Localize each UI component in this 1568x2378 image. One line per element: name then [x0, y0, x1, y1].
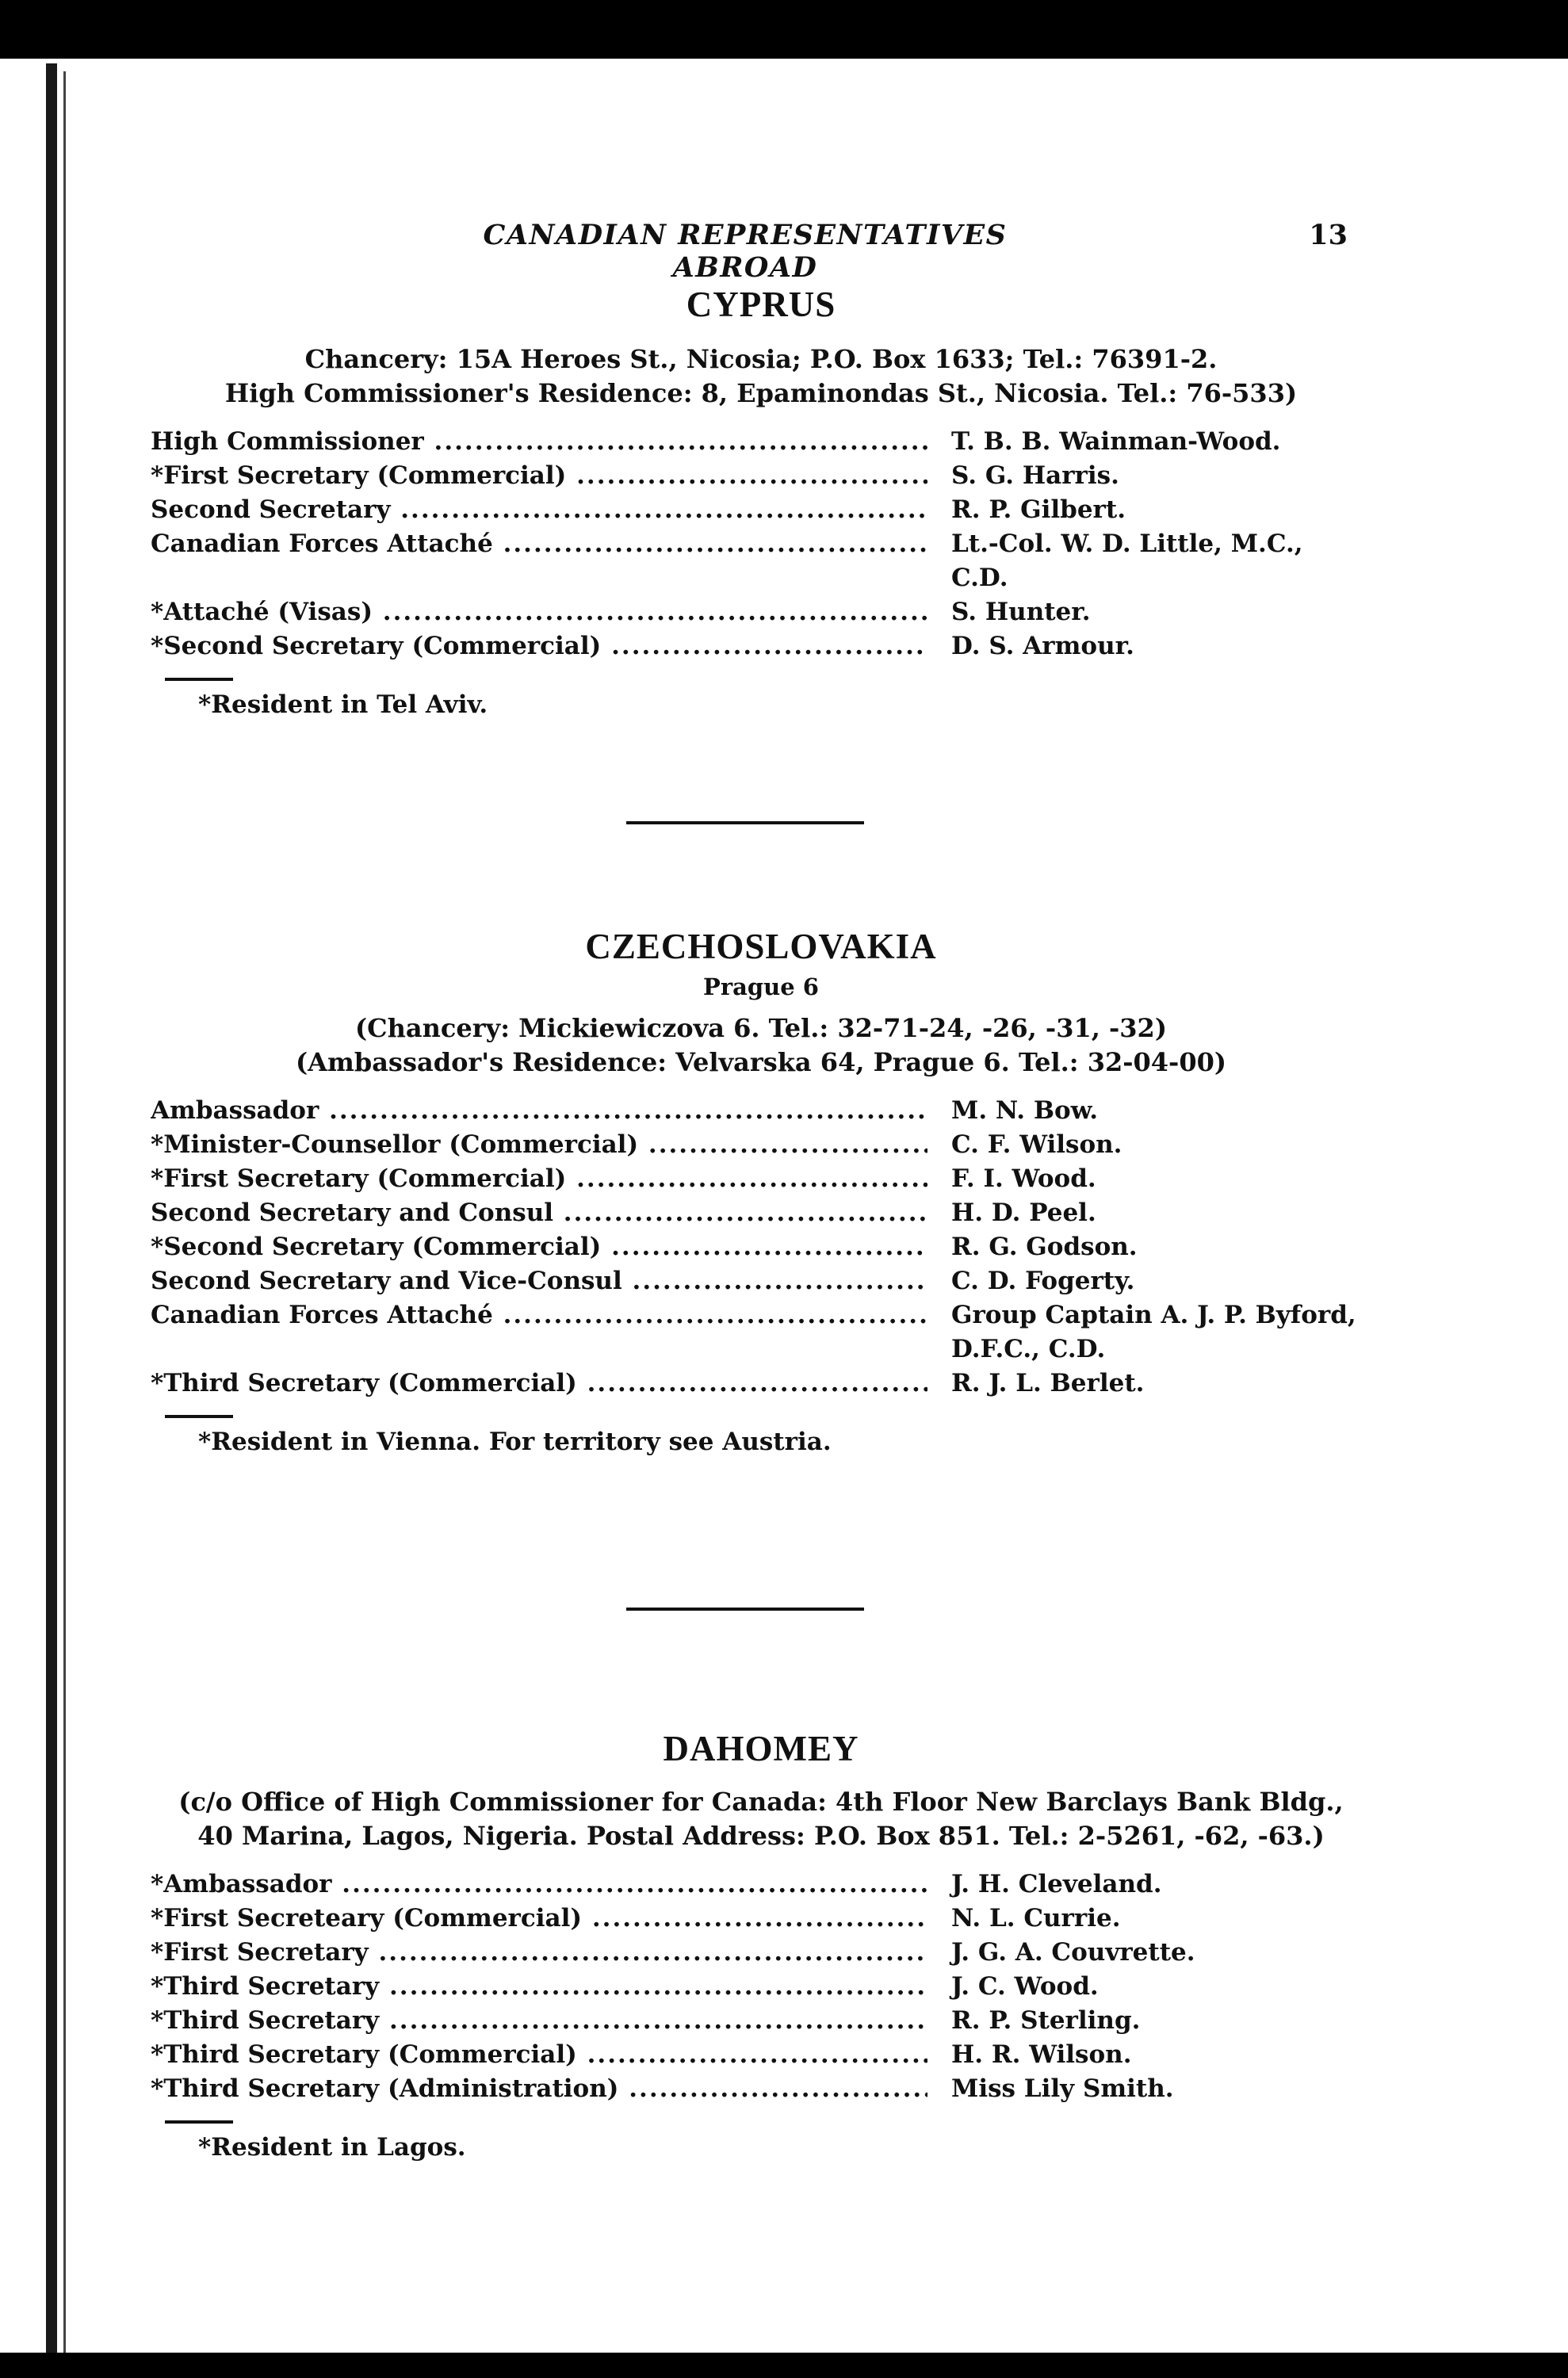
staff-position: *Third Secretary (Administration) .....: [151, 2072, 927, 2106]
staff-name: M. N. Bow.: [951, 1096, 1099, 1125]
staff-position: *Third Secretary (Commercial) .....: [151, 1367, 927, 1401]
staff-row: [151, 1162, 1371, 1196]
staff-row: [151, 1128, 1371, 1162]
staff-name: S. G. Harris.: [951, 461, 1119, 490]
staff-position: Second Secretary and Vice-Consul .....: [151, 1264, 927, 1298]
address-block: [151, 342, 1371, 411]
section-dahomey: [151, 1728, 1371, 2162]
staff-name: H. R. Wilson.: [951, 2040, 1132, 2069]
staff-row: [151, 1094, 1371, 1128]
staff-name: R. P. Gilbert.: [951, 495, 1126, 524]
staff-row: [151, 2072, 1371, 2106]
running-head: CANADIAN REPRESENTATIVES ABROAD: [483, 219, 1008, 284]
staff-row: [151, 629, 1371, 663]
staff-position: *Third Secretary (Commercial) .....: [151, 2038, 927, 2072]
address-line: High Commissioner's Residence: 8, Epaminondas St., Nicosia. Tel.: 76-533): [224, 378, 1298, 408]
staff-position: *Third Secretary .....: [151, 2004, 927, 2038]
address-block: [151, 1785, 1371, 1853]
staff-position: Second Secretary and Consul .....: [151, 1196, 927, 1230]
staff-row: [151, 1367, 1371, 1401]
page-number: 13: [1309, 219, 1348, 251]
footnote: *Resident in Vienna. For territory see Austria.: [198, 1428, 832, 1456]
staff-position: *First Secretary .....: [151, 1936, 927, 1970]
staff-name: R. P. Sterling.: [951, 2006, 1141, 2035]
country-heading: DAHOMEY: [663, 1729, 859, 1768]
footnote-rule: [165, 678, 233, 681]
staff-row: [151, 1936, 1371, 1970]
staff-position: *Second Secretary (Commercial) .....: [151, 1230, 927, 1264]
staff-name: T. B. B. Wainman-Wood.: [951, 427, 1281, 456]
staff-position: *First Secretary (Commercial) .....: [151, 459, 927, 493]
staff-name: C. F. Wilson.: [951, 1130, 1122, 1159]
section-divider: [626, 821, 864, 824]
staff-row: [151, 1196, 1371, 1230]
staff-position: Second Secretary .....: [151, 493, 927, 527]
staff-row: [151, 459, 1371, 493]
staff-name: D. S. Armour.: [951, 632, 1134, 660]
staff-name: Miss Lily Smith.: [951, 2074, 1174, 2103]
staff-position: Canadian Forces Attaché .....: [151, 527, 927, 561]
country-heading: CYPRUS: [686, 285, 836, 324]
staff-position: High Commissioner .....: [151, 425, 927, 459]
footnote-rule: [165, 1415, 233, 1418]
staff-row: [151, 2038, 1371, 2072]
staff-row: [151, 1298, 1371, 1367]
staff-name: J. H. Cleveland.: [951, 1870, 1162, 1898]
address-line: (Ambassador's Residence: Velvarska 64, Prague 6. Tel.: 32-04-00): [295, 1047, 1226, 1077]
staff-row: [151, 1230, 1371, 1264]
staff-row: [151, 493, 1371, 527]
staff-name: C. D. Fogerty.: [951, 1267, 1135, 1295]
staff-name: S. Hunter.: [951, 598, 1091, 626]
staff-name: Lt.-Col. W. D. Little, M.C., C.D.: [951, 530, 1303, 592]
staff-row: [151, 1970, 1371, 2004]
staff-position: *Ambassador .....: [151, 1868, 927, 1902]
staff-row: [151, 1902, 1371, 1936]
staff-position: *First Secretary (Commercial) .....: [151, 1162, 927, 1196]
address-line: (c/o Office of High Commissioner for Canada: 4th Floor New Barclays Bank Bldg.,: [178, 1787, 1344, 1817]
section-cyprus: [151, 284, 1371, 719]
staff-name: J. G. A. Couvrette.: [951, 1938, 1195, 1967]
address-line: Chancery: 15A Heroes St., Nicosia; P.O. Box 1633; Tel.: 76391-2.: [304, 344, 1218, 374]
section-czechoslovakia: [151, 926, 1371, 1456]
staff-list: [151, 1868, 1371, 2106]
staff-position: Ambassador .....: [151, 1094, 927, 1128]
footnote: *Resident in Lagos.: [198, 2133, 466, 2162]
staff-name: R. J. L. Berlet.: [951, 1369, 1145, 1397]
address-line: 40 Marina, Lagos, Nigeria. Postal Address: P.O. Box 851. Tel.: 2-5261, -62, -63.): [197, 1821, 1325, 1851]
country-heading: CZECHOSLOVAKIA: [585, 927, 937, 966]
staff-position: *Second Secretary (Commercial) .....: [151, 629, 927, 663]
staff-name: J. C. Wood.: [951, 1972, 1099, 2001]
address-block: [151, 1011, 1371, 1080]
staff-list: [151, 425, 1371, 663]
staff-name: N. L. Currie.: [951, 1904, 1121, 1933]
address-line: (Chancery: Mickiewiczova 6. Tel.: 32-71-24, -26, -31, -32): [355, 1013, 1167, 1043]
staff-row: [151, 2004, 1371, 2038]
city-subheading: Prague 6: [703, 973, 819, 1000]
staff-position: *First Secreteary (Commercial) .....: [151, 1902, 927, 1936]
staff-position: Canadian Forces Attaché .....: [151, 1298, 927, 1332]
staff-position: *Attaché (Visas) .....: [151, 595, 927, 629]
staff-position: *Third Secretary .....: [151, 1970, 927, 2004]
staff-row: [151, 527, 1371, 595]
section-divider: [626, 1608, 864, 1611]
staff-list: [151, 1094, 1371, 1401]
footnote: *Resident in Tel Aviv.: [198, 690, 488, 719]
staff-name: Group Captain A. J. P. Byford, D.F.C., C.D.: [951, 1301, 1356, 1363]
staff-row: [151, 1868, 1371, 1902]
staff-name: F. I. Wood.: [951, 1164, 1096, 1193]
staff-row: [151, 1264, 1371, 1298]
footnote-rule: [165, 2120, 233, 2124]
staff-row: [151, 595, 1371, 629]
staff-row: [151, 425, 1371, 459]
staff-position: *Minister-Counsellor (Commercial) .....: [151, 1128, 927, 1162]
staff-name: R. G. Godson.: [951, 1233, 1138, 1261]
staff-name: H. D. Peel.: [951, 1199, 1096, 1227]
